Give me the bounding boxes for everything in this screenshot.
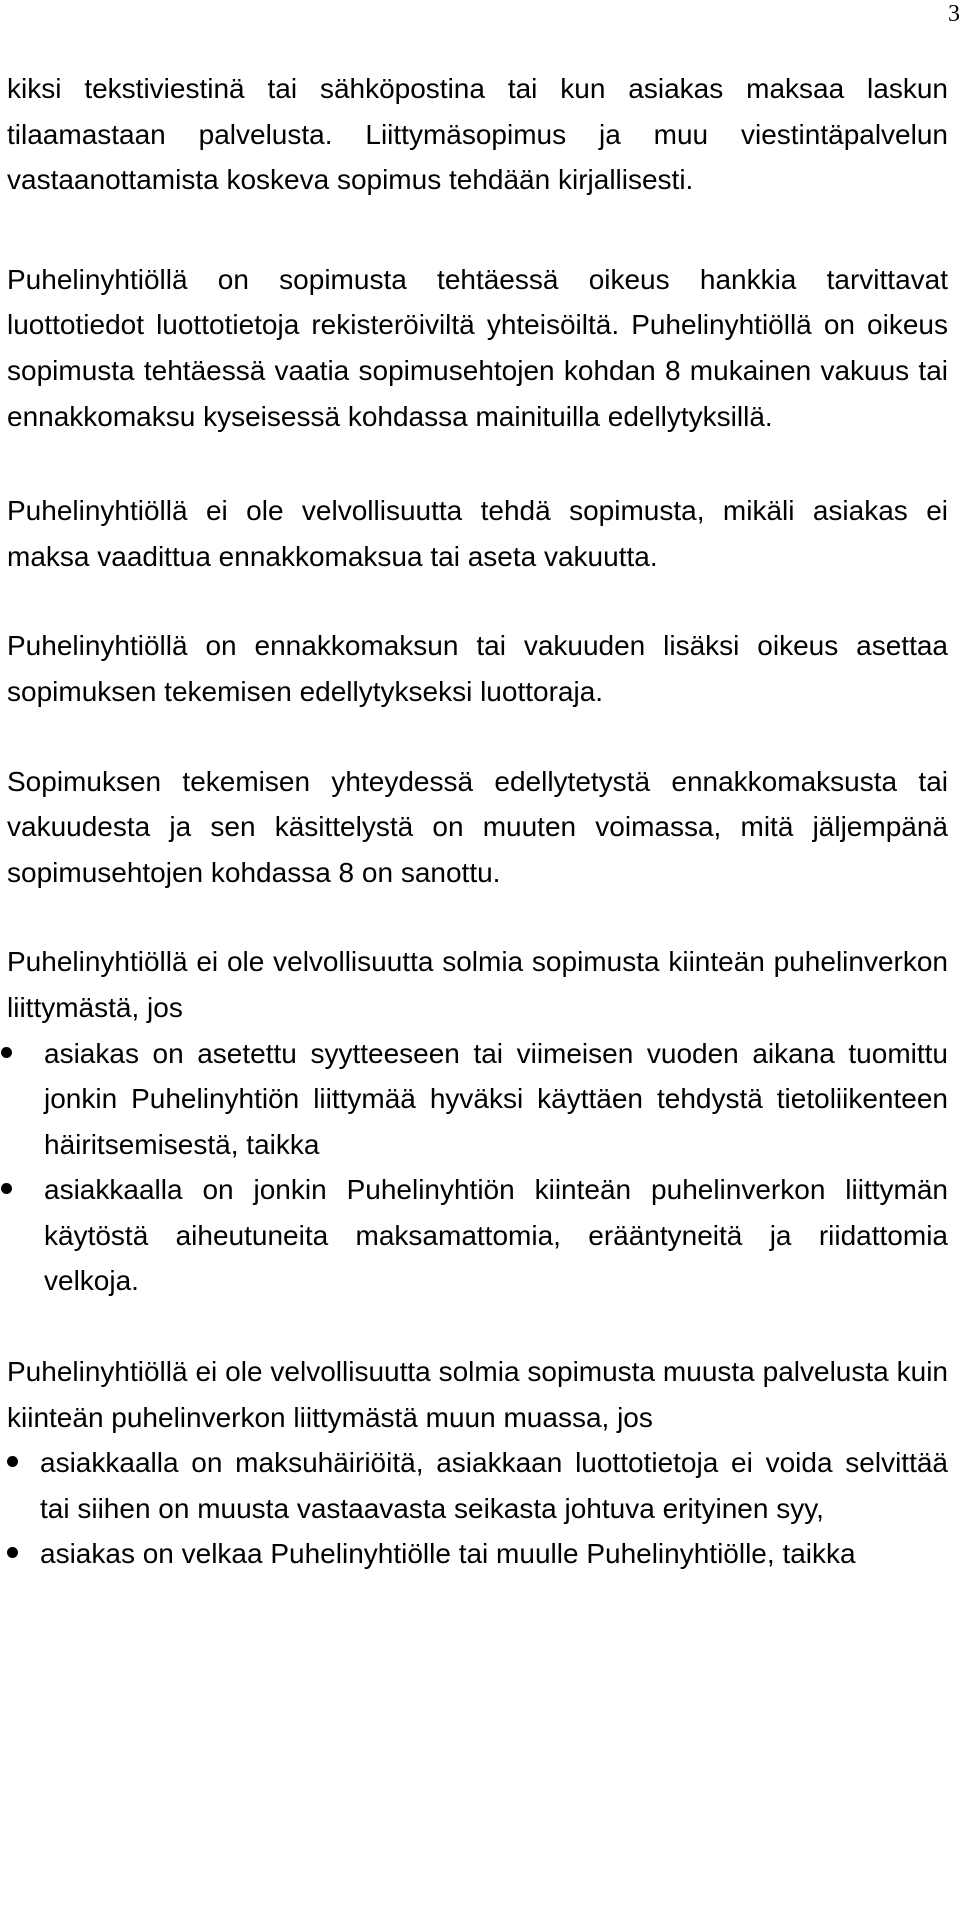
paragraph-4: Puhelinyhtiöllä on ennakkomaksun tai vakuuden lisäksi oikeus asettaa sopimuksen tekemisen edellytykseksi luottoraja. <box>7 630 948 707</box>
paragraph-7: Puhelinyhtiöllä ei ole velvollisuutta solmia sopimusta muusta palvelusta kuin kiinteän puhelinverkon liittymästä muun muassa, jos <box>7 1356 948 1433</box>
list-item <box>7 1167 948 1304</box>
list-item-text: asiakas on asetettu syytteeseen tai viimeisen vuoden aikana tuomittu jonkin Puhelinyhtiön liittymää hyväksi käyttäen tehdystä tietoliikenteen häiritsemisestä, taikka <box>44 1037 948 1160</box>
list-item-text: asiakas on velkaa Puhelinyhtiölle tai muulle Puhelinyhtiölle, taikka <box>40 1538 856 1570</box>
list-item-text: asiakkaalla on maksuhäiriöitä, asiakkaan luottotietoja ei voida selvittää tai siihen on muusta vastaavasta seikasta johtuva erityinen syy, <box>40 1447 948 1524</box>
bullet-icon <box>7 1547 18 1558</box>
bullet-list-fixed-line <box>7 1031 948 1305</box>
bullet-list-other-services <box>7 1440 948 1577</box>
paragraph-2: Puhelinyhtiöllä on sopimusta tehtäessä oikeus hankkia tarvittavat luottotiedot luottotietoja rekisteröiviltä yhteisöiltä. Puhelinyhtiöllä on oikeus sopimusta tehtäessä vaatia sopimusehtojen kohdan 8 mukainen vakuus tai ennakkomaksu kyseisessä kohdassa mainituilla edellytyksillä. <box>7 263 948 432</box>
bullet-icon <box>1 1047 12 1058</box>
page-number: 3 <box>948 1 960 27</box>
paragraph-3: Puhelinyhtiöllä ei ole velvollisuutta tehdä sopimusta, mikäli asiakas ei maksa vaadittua ennakkomaksua tai aseta vakuutta. <box>7 495 948 572</box>
list-item-text: asiakkaalla on jonkin Puhelinyhtiön kiinteän puhelinverkon liittymän käytöstä aiheutuneita maksamattomia, erääntyneitä ja riidattomia velkoja. <box>44 1174 948 1297</box>
list-item <box>7 1440 948 1531</box>
document-body <box>7 66 948 1577</box>
bullet-icon <box>7 1456 18 1467</box>
paragraph-6: Puhelinyhtiöllä ei ole velvollisuutta solmia sopimusta kiinteän puhelinverkon liittymästä, jos <box>7 946 948 1023</box>
list-item <box>7 1531 948 1577</box>
list-item <box>7 1031 948 1168</box>
paragraph-1: kiksi tekstiviestinä tai sähköpostina tai kun asiakas maksaa laskun tilaamastaan palvelusta. Liittymäsopimus ja muu viestintäpalvelun vastaanottamista koskeva sopimus tehdään kirjallisesti. <box>7 73 948 196</box>
bullet-icon <box>1 1183 12 1194</box>
paragraph-5: Sopimuksen tekemisen yhteydessä edellytetystä ennakkomaksusta tai vakuudesta ja sen käsittelystä on muuten voimassa, mitä jäljempänä sopimusehtojen kohdassa 8 on sanottu. <box>7 765 948 888</box>
